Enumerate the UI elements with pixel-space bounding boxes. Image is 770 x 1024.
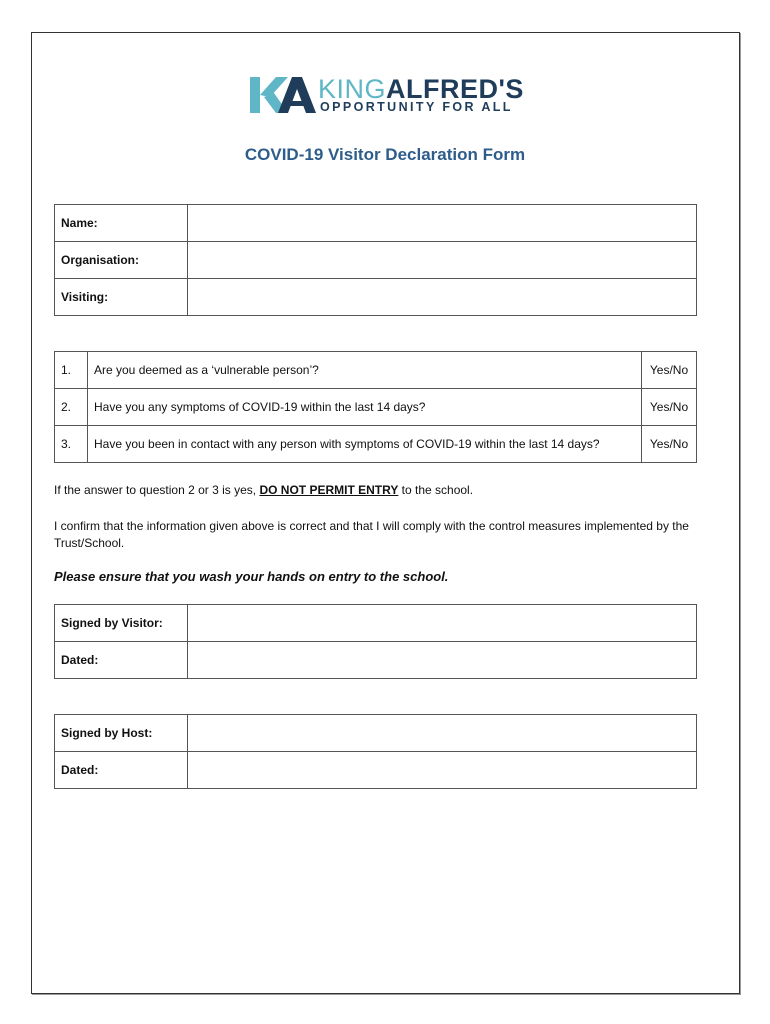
organisation-label: Organisation: (55, 242, 188, 279)
confirmation-text: I confirm that the information given above is correct and that I will comply with the control measures implemented by the Trust/School. (54, 519, 689, 550)
visitor-details-table (54, 204, 697, 316)
question-text: Have you any symptoms of COVID-19 within the last 14 days? (88, 389, 642, 426)
organisation-field[interactable] (188, 242, 697, 279)
visitor-dated-label: Dated: (55, 642, 188, 679)
host-date-field[interactable] (188, 752, 697, 789)
answer-field[interactable]: Yes/No (642, 426, 697, 463)
document-page (31, 32, 740, 994)
question-number: 2. (55, 389, 88, 426)
question-row (55, 352, 697, 389)
entry-notice: If the answer to question 2 or 3 is yes, DO NOT PERMIT ENTRY to the school. (54, 483, 474, 497)
question-row (55, 426, 697, 463)
table-row (55, 752, 697, 789)
entry-warning: DO NOT PERMIT ENTRY (259, 483, 399, 497)
question-number: 1. (55, 352, 88, 389)
visiting-field[interactable] (188, 279, 697, 316)
visitor-signature-table (54, 604, 697, 679)
form-title: COVID-19 Visitor Declaration Form (244, 145, 526, 164)
signed-by-visitor-label: Signed by Visitor: (55, 605, 188, 642)
ka-monogram-icon (250, 75, 316, 115)
table-row (55, 715, 697, 752)
host-signature-field[interactable] (188, 715, 697, 752)
visitor-signature-field[interactable] (188, 605, 697, 642)
table-row (55, 605, 697, 642)
table-row (55, 642, 697, 679)
question-row (55, 389, 697, 426)
school-logo (250, 75, 525, 115)
host-signature-table (54, 714, 697, 789)
logo-wordmark: KINGALFRED'S (318, 74, 524, 104)
table-row (55, 205, 697, 242)
question-text: Have you been in contact with any person with symptoms of COVID-19 within the last 14 days? (88, 426, 642, 463)
hand-wash-notice: Please ensure that you wash your hands on entry to the school. (54, 569, 449, 584)
name-label: Name: (55, 205, 188, 242)
visitor-date-field[interactable] (188, 642, 697, 679)
table-row (55, 242, 697, 279)
question-text: Are you deemed as a ‘vulnerable person’? (88, 352, 642, 389)
answer-field[interactable]: Yes/No (642, 352, 697, 389)
questions-table (54, 351, 697, 463)
visiting-label: Visiting: (55, 279, 188, 316)
signed-by-host-label: Signed by Host: (55, 715, 188, 752)
answer-field[interactable]: Yes/No (642, 389, 697, 426)
logo-tagline: OPPORTUNITY FOR ALL (320, 100, 513, 114)
table-row (55, 279, 697, 316)
question-number: 3. (55, 426, 88, 463)
host-dated-label: Dated: (55, 752, 188, 789)
name-field[interactable] (188, 205, 697, 242)
